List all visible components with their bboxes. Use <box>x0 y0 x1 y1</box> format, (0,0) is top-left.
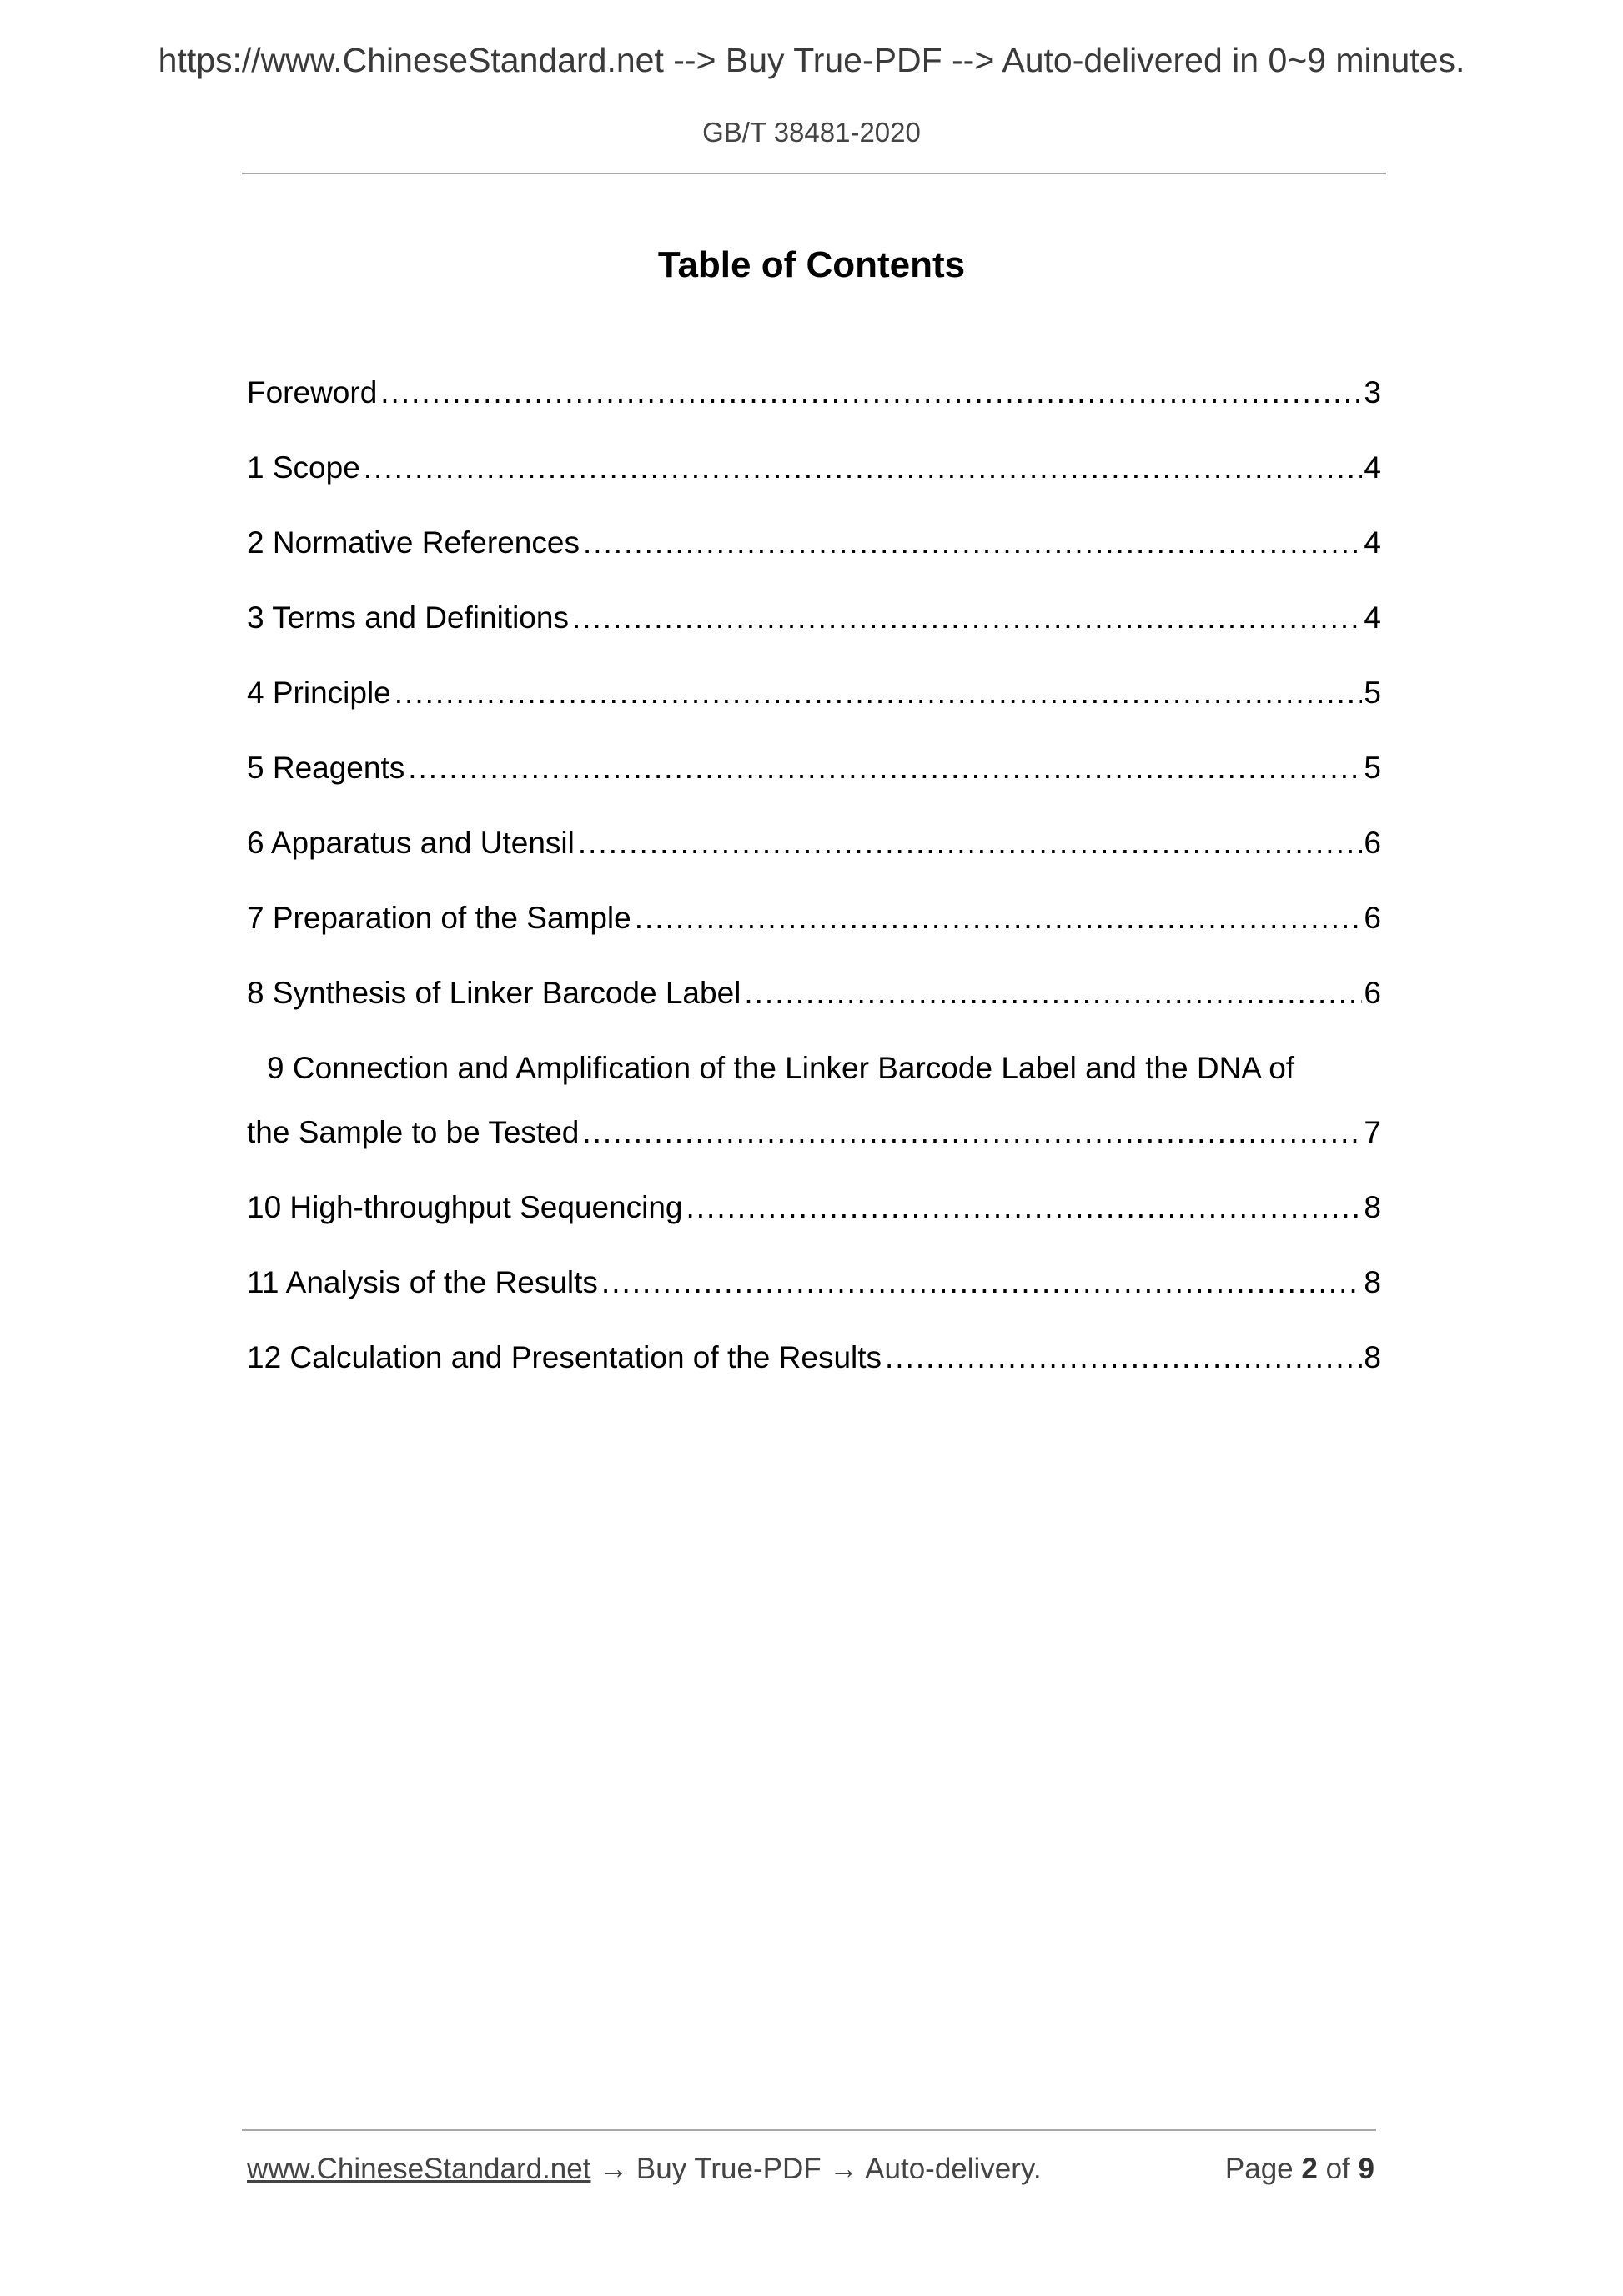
current-page: 2 <box>1301 2153 1318 2185</box>
total-pages: 9 <box>1358 2153 1374 2185</box>
toc-entry-principle[interactable] <box>247 677 1381 708</box>
toc-entry-high-throughput-sequencing[interactable] <box>247 1192 1381 1223</box>
toc-leader-dots <box>394 677 1363 708</box>
table-of-contents <box>247 377 1381 1417</box>
toc-entry-page: 6 <box>1364 826 1381 860</box>
toc-leader-dots <box>408 752 1362 783</box>
toc-entry-foreword[interactable] <box>247 377 1381 408</box>
toc-title: Table of Contents <box>657 244 966 285</box>
toc-entry-label: 11 Analysis of the Results <box>247 1265 598 1299</box>
toc-entry-page: 8 <box>1364 1190 1381 1224</box>
toc-entry-page: 8 <box>1364 1340 1381 1374</box>
toc-entry-page: 4 <box>1364 450 1381 485</box>
toc-entry-reagents[interactable] <box>247 752 1381 783</box>
toc-leader-dots <box>572 602 1362 633</box>
toc-leader-dots <box>635 902 1363 933</box>
toc-entry-page: 5 <box>1364 751 1381 785</box>
toc-entry-label: 4 Principle <box>247 676 391 710</box>
toc-entry-label: 7 Preparation of the Sample <box>247 901 631 935</box>
toc-entry-page: 5 <box>1364 676 1381 710</box>
of-word: of <box>1325 2153 1350 2185</box>
toc-entry-label: 3 Terms and Definitions <box>247 600 569 635</box>
toc-entry-label: 10 High-throughput Sequencing <box>247 1190 683 1224</box>
toc-entry-connection-and-amplification[interactable] <box>247 1053 1381 1148</box>
toc-entry-label: 1 Scope <box>247 450 360 485</box>
toc-leader-dots <box>686 1192 1363 1223</box>
toc-entry-label: 12 Calculation and Presentation of the Results <box>247 1340 882 1374</box>
toc-entry-label-line1: 9 Connection and Amplification of the Linker Barcode Label and the DNA of <box>267 1051 1295 1085</box>
toc-leader-dots <box>583 527 1362 558</box>
footer-divider <box>242 2129 1376 2131</box>
toc-leader-dots <box>578 827 1363 858</box>
toc-leader-dots <box>364 452 1363 483</box>
footer-tagline: → Buy True-PDF → Auto-delivery. <box>590 2153 1042 2185</box>
toc-entry-page: 7 <box>1364 1115 1381 1149</box>
toc-entry-page: 4 <box>1364 600 1381 635</box>
toc-entry-label: 2 Normative References <box>247 525 580 560</box>
page-number <box>1225 2154 1374 2183</box>
document-code: GB/T 38481-2020 <box>702 117 921 148</box>
toc-leader-dots <box>582 1117 1362 1148</box>
toc-entry-label: 8 Synthesis of Linker Barcode Label <box>247 976 741 1010</box>
toc-leader-dots <box>380 377 1362 408</box>
toc-entry-label-line2: the Sample to be Tested <box>247 1115 580 1149</box>
toc-entry-label: 6 Apparatus and Utensil <box>247 826 575 860</box>
toc-leader-dots <box>601 1267 1362 1298</box>
toc-entry-page: 6 <box>1364 901 1381 935</box>
toc-entry-page: 6 <box>1364 976 1381 1010</box>
toc-entry-scope[interactable] <box>247 452 1381 483</box>
toc-entry-synthesis-of-linker-barcode-label[interactable] <box>247 977 1381 1008</box>
toc-entry-terms-and-definitions[interactable] <box>247 602 1381 633</box>
toc-leader-dots <box>885 1342 1362 1373</box>
toc-entry-apparatus-and-utensil[interactable] <box>247 827 1381 858</box>
toc-entry-page: 3 <box>1364 375 1381 409</box>
toc-entry-calculation-and-presentation[interactable] <box>247 1342 1381 1373</box>
toc-entry-page: 8 <box>1364 1265 1381 1299</box>
header-divider <box>242 173 1386 174</box>
toc-leader-dots <box>744 977 1362 1008</box>
toc-entry-normative-references[interactable] <box>247 527 1381 558</box>
site-banner: https://www.ChineseStandard.net --> Buy True-PDF --> Auto-delivered in 0~9 minutes. <box>158 41 1465 79</box>
site-link[interactable]: www.ChineseStandard.net <box>247 2153 591 2185</box>
toc-entry-label: 5 Reagents <box>247 751 405 785</box>
toc-entry-preparation-of-sample[interactable] <box>247 902 1381 933</box>
toc-entry-page: 4 <box>1364 525 1381 560</box>
toc-entry-analysis-of-results[interactable] <box>247 1267 1381 1298</box>
page-word: Page <box>1224 2153 1294 2185</box>
toc-entry-label: Foreword <box>247 375 378 409</box>
footer-left <box>247 2154 1042 2183</box>
